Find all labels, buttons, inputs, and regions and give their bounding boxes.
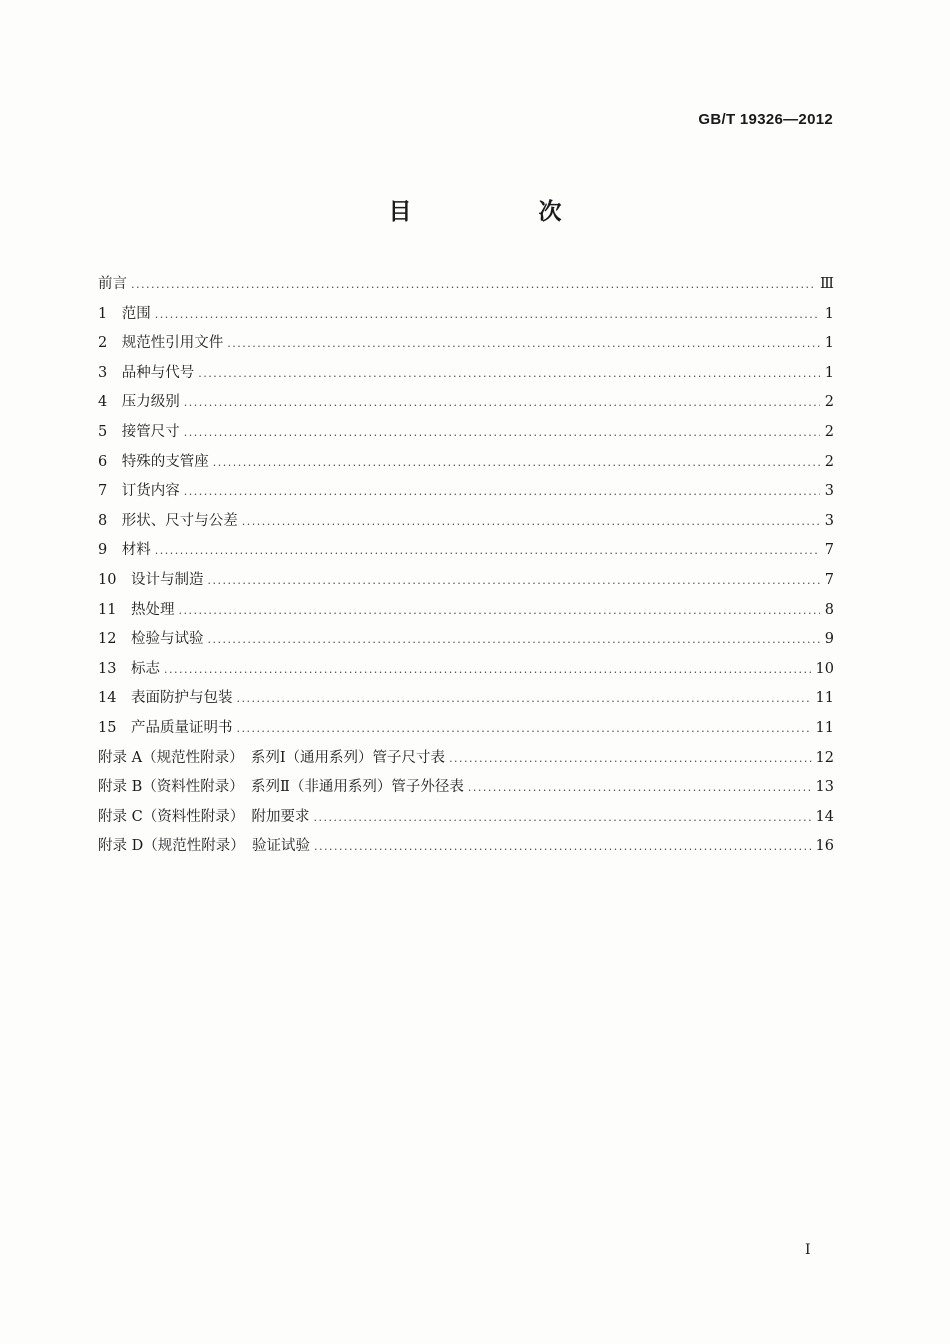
toc-leader xyxy=(178,596,820,626)
toc-entry-label: 1 范围 xyxy=(98,305,151,322)
toc-leader xyxy=(164,655,812,685)
toc-entry-page: 1 xyxy=(824,335,834,352)
toc-leader xyxy=(198,359,820,389)
toc-leader xyxy=(184,388,820,418)
toc-entry-label: 附录 C（资料性附录） 附加要求 xyxy=(98,808,310,825)
toc-entry-14[interactable] xyxy=(98,684,834,714)
standard-code: GB/T 19326—2012 xyxy=(698,111,833,128)
toc-entry-3[interactable] xyxy=(98,359,834,389)
toc-entry-6[interactable] xyxy=(98,448,834,478)
toc-entry-foreword[interactable] xyxy=(98,270,834,300)
toc-entry-5[interactable] xyxy=(98,418,834,448)
toc-entry-label: 前言 xyxy=(98,276,127,292)
toc-entry-12[interactable] xyxy=(98,625,834,655)
toc-entry-label: 附录 D（规范性附录） 验证试验 xyxy=(98,838,310,855)
toc-leader xyxy=(155,300,820,330)
toc-entry-page: 7 xyxy=(824,542,834,559)
toc-entry-page: 13 xyxy=(815,779,834,796)
toc-entry-label: 附录 B（资料性附录） 系列Ⅱ（非通用系列）管子外径表 xyxy=(98,779,464,796)
table-of-contents xyxy=(98,270,834,862)
toc-entry-page: 2 xyxy=(824,423,834,440)
toc-entry-2[interactable] xyxy=(98,329,834,359)
toc-entry-label: 14 表面防护与包装 xyxy=(98,690,233,707)
toc-entry-label: 2 规范性引用文件 xyxy=(98,335,224,352)
toc-entry-label: 12 检验与试验 xyxy=(98,631,204,648)
toc-entry-label: 8 形状、尺寸与公差 xyxy=(98,512,238,529)
toc-entry-label: 3 品种与代号 xyxy=(98,364,195,381)
toc-title: 目 次 xyxy=(388,199,614,225)
toc-entry-8[interactable] xyxy=(98,507,834,537)
toc-entry-page: 9 xyxy=(824,631,834,648)
toc-entry-page: 11 xyxy=(815,690,834,707)
toc-leader xyxy=(236,714,811,744)
toc-entry-11[interactable] xyxy=(98,596,834,626)
toc-entry-appendix-c[interactable] xyxy=(98,803,834,833)
toc-leader xyxy=(131,270,816,300)
toc-entry-page: 12 xyxy=(815,749,834,766)
toc-entry-label: 11 热处理 xyxy=(98,601,175,618)
toc-leader xyxy=(313,803,811,833)
page-number: I xyxy=(805,1242,811,1258)
toc-leader xyxy=(207,625,820,655)
toc-entry-13[interactable] xyxy=(98,655,834,685)
toc-leader xyxy=(184,418,820,448)
toc-entry-page: 1 xyxy=(824,305,834,322)
toc-entry-page: 3 xyxy=(824,512,834,529)
toc-leader xyxy=(213,448,820,478)
toc-entry-page: 11 xyxy=(815,719,834,736)
toc-entry-10[interactable] xyxy=(98,566,834,596)
toc-entry-appendix-a[interactable] xyxy=(98,744,834,774)
toc-entry-label: 6 特殊的支管座 xyxy=(98,453,209,470)
toc-entry-appendix-b[interactable] xyxy=(98,773,834,803)
toc-leader xyxy=(314,832,812,862)
toc-entry-page: 2 xyxy=(824,453,834,470)
toc-entry-page: Ⅲ xyxy=(820,276,834,292)
toc-entry-label: 10 设计与制造 xyxy=(98,571,204,588)
toc-entry-label: 附录 A（规范性附录） 系列Ⅰ（通用系列）管子尺寸表 xyxy=(98,749,446,766)
toc-entry-label: 4 压力级别 xyxy=(98,394,180,411)
toc-entry-9[interactable] xyxy=(98,536,834,566)
toc-entry-label: 9 材料 xyxy=(98,542,151,559)
toc-entry-page: 3 xyxy=(824,483,834,500)
toc-entry-page: 1 xyxy=(824,364,834,381)
toc-entry-7[interactable] xyxy=(98,477,834,507)
toc-entry-page: 14 xyxy=(815,808,834,825)
toc-entry-page: 8 xyxy=(824,601,834,618)
toc-leader xyxy=(155,536,820,566)
toc-entry-page: 16 xyxy=(815,838,834,855)
toc-entry-page: 2 xyxy=(824,394,834,411)
toc-entry-label: 13 标志 xyxy=(98,660,160,677)
toc-entry-label: 15 产品质量证明书 xyxy=(98,719,233,736)
toc-entry-4[interactable] xyxy=(98,388,834,418)
toc-entry-15[interactable] xyxy=(98,714,834,744)
toc-leader xyxy=(236,684,811,714)
toc-entry-label: 5 接管尺寸 xyxy=(98,423,180,440)
toc-leader xyxy=(207,566,820,596)
toc-entry-label: 7 订货内容 xyxy=(98,483,180,500)
toc-entry-appendix-d[interactable] xyxy=(98,832,834,862)
toc-entry-1[interactable] xyxy=(98,300,834,330)
toc-leader xyxy=(242,507,820,537)
toc-leader xyxy=(227,329,820,359)
toc-entry-page: 10 xyxy=(815,660,834,677)
toc-leader xyxy=(184,477,820,507)
toc-entry-page: 7 xyxy=(824,571,834,588)
toc-leader xyxy=(449,744,811,774)
toc-leader xyxy=(468,773,812,803)
